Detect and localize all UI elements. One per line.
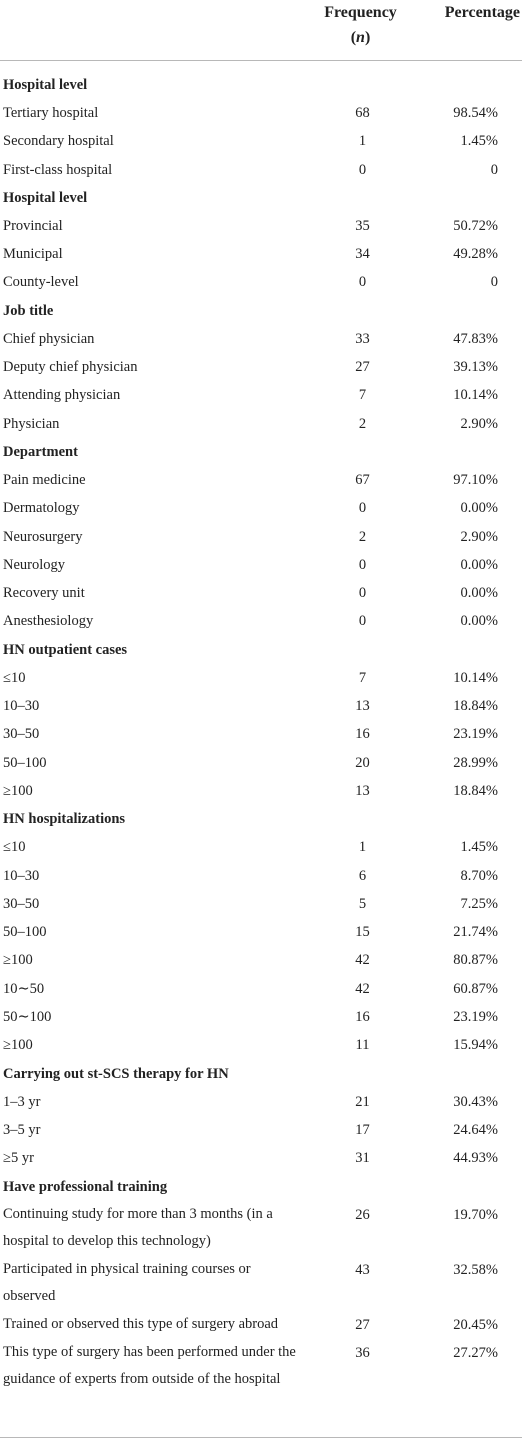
section-row [0, 805, 522, 833]
row-percentage: 0 [490, 274, 498, 291]
header-close-paren: ) [364, 29, 371, 46]
header-frequency [300, 0, 421, 61]
row-label: Trained or observed this type of surgery abroad [3, 1315, 279, 1332]
row-frequency: 7 [358, 669, 367, 686]
table-row [0, 99, 522, 127]
table-row [0, 127, 522, 155]
section-heading: HN outpatient cases [3, 641, 128, 658]
row-frequency: 43 [355, 1261, 370, 1278]
row-frequency: 16 [355, 1009, 370, 1026]
table-row [0, 890, 522, 918]
section-row [0, 636, 522, 664]
row-label: Chief physician [3, 330, 95, 347]
row-percentage: 21.74% [453, 924, 498, 941]
row-frequency: 0 [358, 585, 367, 602]
row-frequency: 27 [355, 359, 370, 376]
row-label: ≥100 [3, 1037, 33, 1054]
row-frequency: 27 [355, 1316, 370, 1333]
row-label: Physician [3, 415, 60, 432]
table-row [0, 1256, 522, 1311]
header-blank [0, 0, 300, 61]
table-row [0, 1031, 522, 1059]
row-frequency: 36 [355, 1344, 370, 1361]
row-frequency: 1 [358, 133, 367, 150]
table-row [0, 607, 522, 635]
row-percentage: 50.72% [453, 217, 498, 234]
table-row [0, 212, 522, 240]
table-row [0, 1003, 522, 1031]
row-label: Attending physician [3, 387, 121, 404]
row-label: Deputy chief physician [3, 359, 138, 376]
row-percentage: 10.14% [453, 669, 498, 686]
row-frequency: 34 [355, 246, 370, 263]
table-row [0, 1339, 522, 1394]
row-frequency: 1 [358, 839, 367, 856]
table-row [0, 353, 522, 381]
row-label: 30–50 [3, 895, 40, 912]
table-row [0, 240, 522, 268]
header-frequency-label: Frequency [324, 4, 397, 21]
table-row [0, 975, 522, 1003]
row-frequency: 68 [355, 105, 370, 121]
table-body [0, 61, 522, 1394]
row-percentage: 1.45% [460, 839, 498, 856]
row-label: This type of surgery has been performed under the guidance of experts from outside of the hospital [3, 1343, 296, 1388]
row-percentage: 1.45% [460, 133, 498, 150]
row-percentage: 23.19% [453, 726, 498, 743]
row-label: Neurosurgery [3, 528, 83, 545]
row-frequency: 0 [358, 613, 367, 630]
header-n-symbol: n [356, 29, 365, 46]
row-frequency: 2 [358, 415, 367, 432]
section-heading: HN hospitalizations [3, 811, 126, 828]
row-percentage: 23.19% [453, 1009, 498, 1026]
row-label: 10–30 [3, 698, 40, 715]
row-percentage: 39.13% [453, 359, 498, 376]
row-frequency: 0 [358, 274, 367, 291]
row-label: 50–100 [3, 754, 47, 771]
row-frequency: 13 [355, 698, 370, 715]
row-percentage: 32.58% [453, 1261, 498, 1278]
section-row [0, 1173, 522, 1201]
row-label: 50∼100 [3, 1009, 52, 1026]
row-label: Municipal [3, 246, 63, 263]
row-percentage: 18.84% [453, 782, 498, 799]
section-heading: Job title [3, 302, 54, 319]
row-label: Neurology [3, 556, 66, 573]
table-row [0, 523, 522, 551]
table-row [0, 918, 522, 946]
row-label: ≥100 [3, 952, 33, 969]
row-percentage: 0.00% [460, 500, 498, 517]
section-heading: Have professional training [3, 1178, 168, 1195]
section-heading: Department [3, 443, 78, 460]
row-frequency: 67 [355, 471, 370, 488]
table-row [0, 1144, 522, 1172]
row-frequency: 7 [358, 387, 367, 404]
row-frequency: 5 [358, 895, 367, 912]
row-label: Participated in physical training courses or observed [3, 1260, 251, 1304]
row-frequency: 20 [355, 754, 370, 771]
table-row [0, 579, 522, 607]
row-label: 50–100 [3, 924, 47, 941]
row-label: ≤10 [3, 839, 26, 856]
row-frequency: 21 [355, 1093, 370, 1110]
row-label: 10∼50 [3, 980, 45, 997]
row-frequency: 15 [355, 924, 370, 941]
section-row [0, 184, 522, 212]
section-row [0, 438, 522, 466]
row-percentage: 28.99% [453, 754, 498, 771]
table-row [0, 156, 522, 184]
row-frequency: 35 [355, 217, 370, 234]
table-header [0, 0, 522, 61]
row-label: Tertiary hospital [3, 105, 99, 121]
row-label: 3–5 yr [3, 1121, 41, 1138]
table-row [0, 692, 522, 720]
table-row [0, 551, 522, 579]
row-percentage: 98.54% [453, 105, 498, 121]
table-row [0, 381, 522, 409]
row-percentage: 30.43% [453, 1093, 498, 1110]
row-percentage: 18.84% [453, 698, 498, 715]
row-frequency: 26 [355, 1206, 370, 1223]
row-percentage: 0.00% [460, 585, 498, 602]
section-row [0, 1060, 522, 1088]
row-frequency: 42 [355, 980, 370, 997]
row-percentage: 10.14% [453, 387, 498, 404]
header-open-paren: ( [350, 29, 357, 46]
table-row [0, 749, 522, 777]
row-label: Dermatology [3, 500, 80, 517]
row-label: Provincial [3, 217, 63, 234]
row-frequency: 16 [355, 726, 370, 743]
row-label: Recovery unit [3, 585, 85, 602]
row-label: Secondary hospital [3, 133, 114, 150]
row-frequency: 31 [355, 1150, 370, 1167]
header-row [0, 0, 522, 61]
row-percentage: 27.27% [453, 1344, 498, 1361]
row-percentage: 60.87% [453, 980, 498, 997]
table-row [0, 1201, 522, 1256]
row-label: Continuing study for more than 3 months (in a hospital to develop this technology) [3, 1205, 273, 1249]
row-percentage: 20.45% [453, 1316, 498, 1333]
row-percentage: 2.90% [460, 415, 498, 432]
section-heading: Hospital level [3, 189, 88, 206]
table-row [0, 777, 522, 805]
row-label: 30–50 [3, 726, 40, 743]
bottom-rule [0, 1437, 522, 1438]
row-percentage: 7.25% [460, 895, 498, 912]
row-label: ≥5 yr [3, 1150, 34, 1167]
table-row [0, 268, 522, 296]
header-percentage: Percentage [421, 0, 522, 61]
row-percentage: 24.64% [453, 1121, 498, 1138]
row-percentage: 97.10% [453, 471, 498, 488]
row-percentage: 0.00% [460, 613, 498, 630]
row-percentage: 44.93% [453, 1150, 498, 1167]
row-percentage: 47.83% [453, 330, 498, 347]
row-label: County-level [3, 274, 79, 291]
row-frequency: 17 [355, 1121, 370, 1138]
table-row [0, 833, 522, 861]
row-percentage: 80.87% [453, 952, 498, 969]
row-frequency: 33 [355, 330, 370, 347]
row-label: 1–3 yr [3, 1093, 41, 1110]
row-percentage: 49.28% [453, 246, 498, 263]
row-frequency: 2 [358, 528, 367, 545]
row-percentage: 2.90% [460, 528, 498, 545]
table-row [0, 946, 522, 974]
row-percentage: 0 [490, 161, 498, 178]
table-row [0, 494, 522, 522]
row-frequency: 11 [355, 1037, 370, 1054]
row-frequency: 13 [355, 782, 370, 799]
section-heading: Carrying out st-SCS therapy for HN [3, 1065, 229, 1082]
row-percentage: 8.70% [460, 867, 498, 884]
table-row [0, 862, 522, 890]
table-row [0, 1311, 522, 1339]
row-label: ≥100 [3, 782, 33, 799]
section-row [0, 61, 522, 100]
table-row [0, 1116, 522, 1144]
row-percentage: 19.70% [453, 1206, 498, 1223]
row-label: Pain medicine [3, 471, 86, 488]
row-label: First-class hospital [3, 161, 113, 178]
section-heading: Hospital level [3, 77, 88, 93]
table-row [0, 1088, 522, 1116]
table-row [0, 466, 522, 494]
row-frequency: 0 [358, 500, 367, 517]
row-frequency: 42 [355, 952, 370, 969]
row-percentage: 15.94% [453, 1037, 498, 1054]
row-label: Anesthesiology [3, 613, 94, 630]
table-row [0, 720, 522, 748]
table-row [0, 664, 522, 692]
table-row [0, 410, 522, 438]
section-row [0, 297, 522, 325]
table-row [0, 325, 522, 353]
row-frequency: 0 [358, 556, 367, 573]
row-frequency: 0 [358, 161, 367, 178]
row-percentage: 0.00% [460, 556, 498, 573]
row-label: 10–30 [3, 867, 40, 884]
row-frequency: 6 [358, 867, 367, 884]
row-label: ≤10 [3, 669, 26, 686]
